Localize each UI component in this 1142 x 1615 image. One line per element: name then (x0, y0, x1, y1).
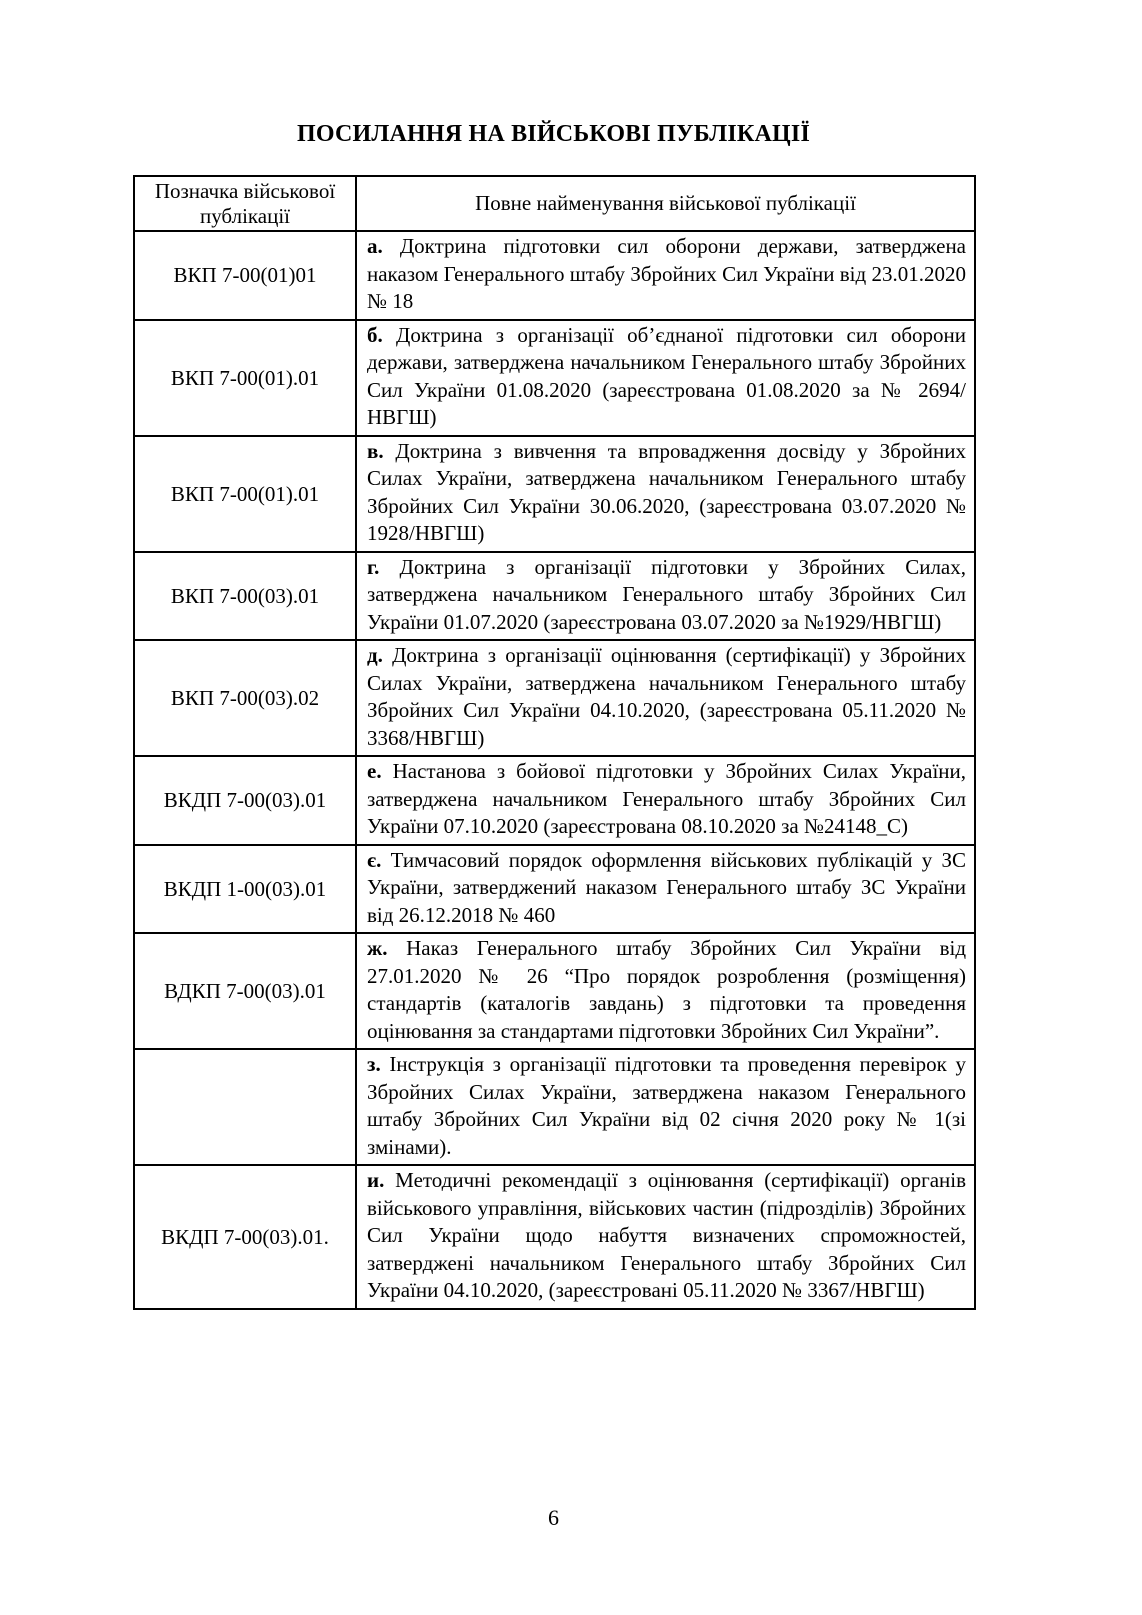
document-content (133, 120, 974, 1310)
table-row (134, 320, 975, 436)
list-marker: б. (367, 322, 383, 347)
publication-code: ВКП 7-00(01).01 (134, 436, 356, 552)
publication-code (134, 1049, 356, 1165)
publication-description (367, 322, 966, 432)
publication-code: ВКДП 7-00(03).01. (134, 1165, 356, 1309)
list-marker: а. (367, 234, 383, 259)
publication-description (367, 233, 966, 316)
publication-description (367, 642, 966, 752)
table-header-row (134, 176, 975, 232)
publication-description-text: Тимчасовий порядок оформлення військових публікацій у ЗС України, затверджений наказом Генерального штабу ЗС України від 26.12.2018 № 460 (367, 847, 967, 927)
table-row (134, 1165, 975, 1309)
publication-description (367, 935, 966, 1045)
table-row (134, 640, 975, 756)
page-title: ПОСИЛАННЯ НА ВІЙСЬКОВІ ПУБЛІКАЦІЇ (296, 121, 810, 147)
publication-description (367, 1051, 966, 1161)
publication-description-text: Інструкція з організації підготовки та проведення перевірок у Збройних Силах України, затверджена наказом Генерального штабу Збройних Сил України від 02 січня 2020 року № 1(зі змінами). (367, 1052, 966, 1159)
publication-description (367, 554, 966, 637)
table-row (134, 436, 975, 552)
table-row (134, 933, 975, 1049)
publication-code: ВКП 7-00(01)01 (134, 231, 356, 320)
publication-description (367, 438, 966, 548)
publication-description (367, 847, 966, 930)
table-row (134, 845, 975, 934)
publication-description-text: Доктрина з організації оцінювання (сертифікації) у Збройних Силах України, затверджена начальником Генерального штабу Збройних Сил України 04.10.2020, (зареєстрована 05.11.2020 № 3368/НВГШ) (367, 643, 967, 750)
list-marker: е. (367, 759, 382, 784)
table-row (134, 1049, 975, 1165)
list-marker: и. (367, 1168, 385, 1193)
column-header-designation: Позначка військової публікації (134, 176, 356, 232)
publication-description-text: Наказ Генерального штабу Збройних Сил України від 27.01.2020 № 26 “Про порядок розроблення (розміщення) стандартів (каталогів завдань) з підготовки та проведення оцінювання за стандартами підготовки Збройних Сил України”. (367, 936, 966, 1043)
publication-code: ВДКП 7-00(03).01 (134, 933, 356, 1049)
table-row (134, 231, 975, 320)
publications-table (133, 175, 976, 1310)
publication-description-text: Доктрина з організації об’єднаної підготовки сил оборони держави, затверджена начальником Генерального штабу Збройних Сил України 01.08.2020 (зареєстрована 01.08.2020 за № 2694/НВГШ) (367, 322, 967, 430)
publication-code: ВКП 7-00(03).02 (134, 640, 356, 756)
list-marker: є. (367, 847, 382, 872)
table-row (134, 552, 975, 641)
publication-description-text: Доктрина з організації підготовки у Збройних Силах, затверджена начальником Генерального штабу Збройних Сил України 01.07.2020 (зареєстрована 03.07.2020 за №1929/НВГШ) (367, 554, 966, 634)
publication-description-text: Методичні рекомендації з оцінювання (сертифікації) органів військового управління, військових частин (підрозділів) Збройних Сил України щодо набуття визначених спроможностей, затверджені начальником Генерального штабу Збройних Сил України 04.10.2020, (зареєстровані 05.11.2020 № 3367/НВГШ) (367, 1168, 966, 1303)
publication-description-text: Доктрина підготовки сил оборони держави, затверджена наказом Генерального штабу Збройних Сил України від 23.01.2020 № 18 (367, 234, 966, 314)
table-row (134, 756, 975, 845)
publication-description-text: Настанова з бойової підготовки у Збройних Силах України, затверджена начальником Генерального штабу Збройних Сил України 07.10.2020 (зареєстрована 08.10.2020 за №24148_С) (367, 759, 967, 839)
list-marker: ж. (367, 936, 388, 961)
page-number: 6 (548, 1505, 559, 1530)
publication-description-text: Доктрина з вивчення та впровадження досвіду у Збройних Силах України, затверджена начальником Генерального штабу Збройних Сил України 30.06.2020, (зареєстрована 03.07.2020 № 1928/НВГШ) (367, 438, 966, 546)
publication-code: ВКДП 7-00(03).01 (134, 756, 356, 845)
publication-code: ВКП 7-00(03).01 (134, 552, 356, 641)
publication-code: ВКП 7-00(01).01 (134, 320, 356, 436)
publication-code: ВКДП 1-00(03).01 (134, 845, 356, 934)
column-header-full-name: Повне найменування військової публікації (356, 176, 975, 232)
list-marker: г. (367, 554, 380, 579)
list-marker: з. (367, 1052, 381, 1077)
list-marker: в. (367, 438, 384, 463)
publication-description (367, 758, 966, 841)
publication-description (367, 1167, 966, 1305)
list-marker: д. (367, 643, 383, 668)
